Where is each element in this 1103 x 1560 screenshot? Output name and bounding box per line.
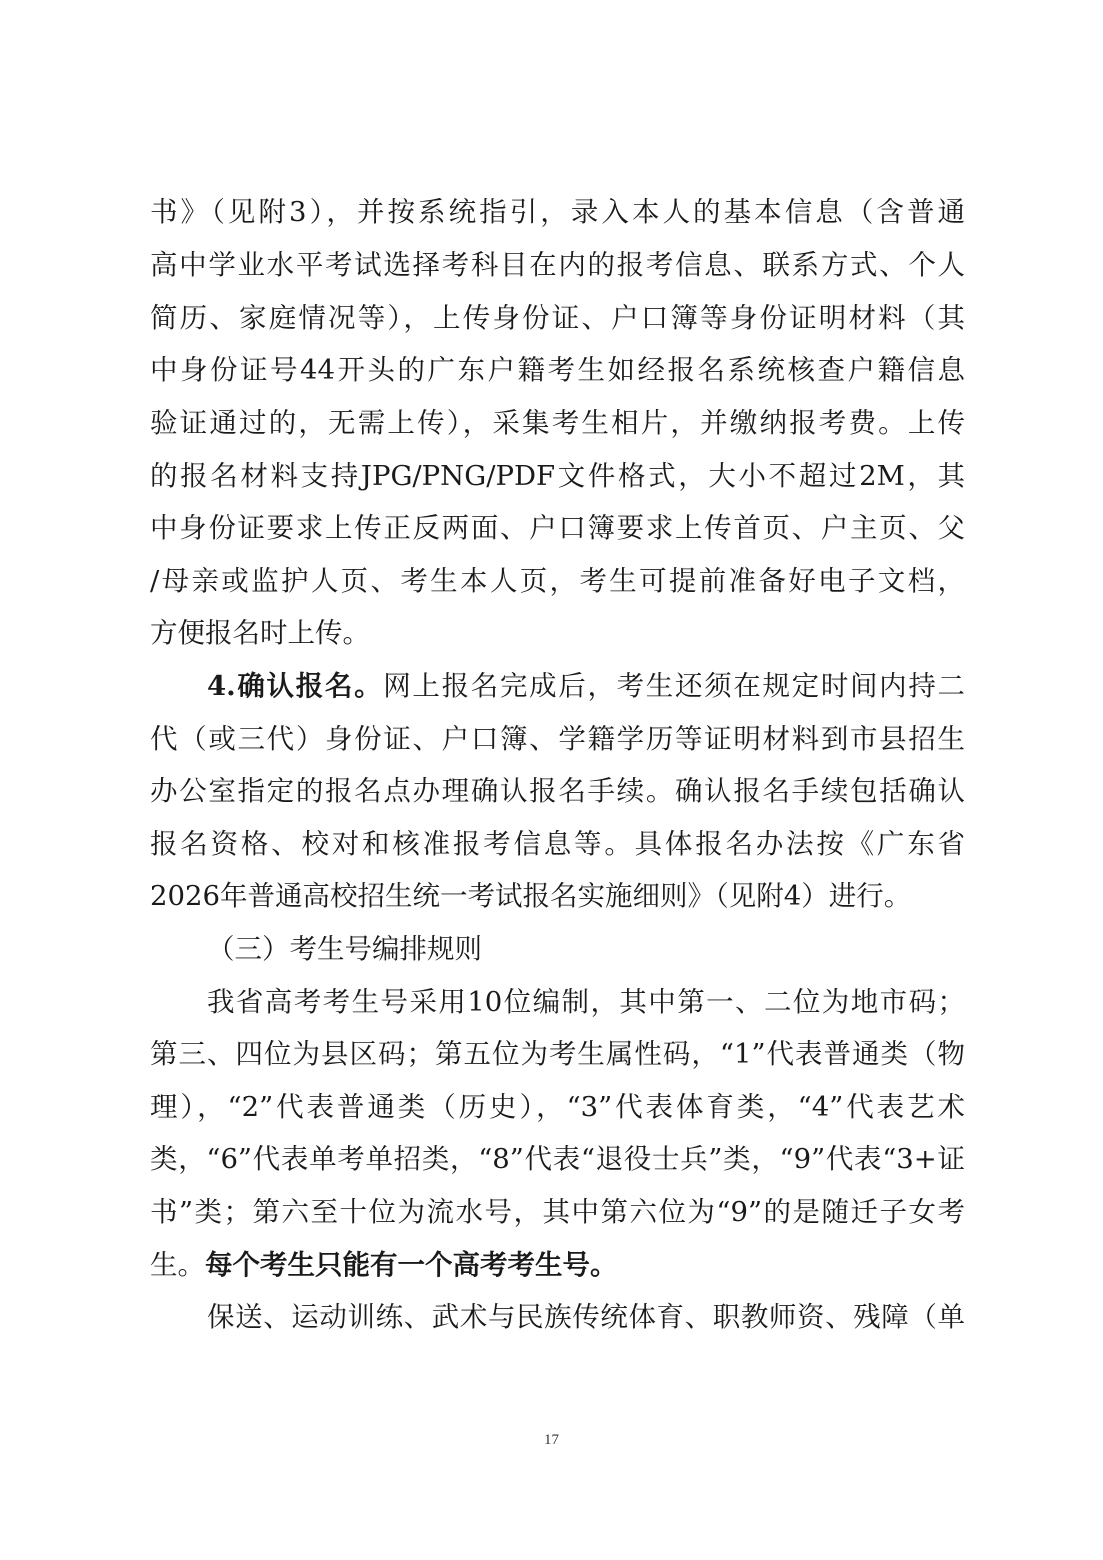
paragraph-line: 简历、家庭情况等），上传身份证、户口簿等身份证明材料（其 xyxy=(150,302,965,334)
paragraph-line: 我省高考考生号采用10位编制，其中第一、二位为地市码； xyxy=(207,986,965,1018)
paragraph-line: 书》（见附3），并按系统指引，录入本人的基本信息（含普通 xyxy=(150,196,965,228)
section-3-last-line xyxy=(150,1245,965,1285)
paragraph-line: 理），“2”代表普通类（历史），“3”代表体育类，“4”代表艺术 xyxy=(150,1091,965,1123)
paragraph-line: 方便报名时上传。 xyxy=(150,617,370,649)
paragraph-line: 中身份证号44开头的广东户籍考生如经报名系统核查户籍信息 xyxy=(150,354,965,386)
section-4-heading: 4.确认报名。 xyxy=(207,670,384,702)
paragraph-line: 类，“6”代表单考单招类，“8”代表“退役士兵”类，“9”代表“3+证 xyxy=(150,1143,965,1175)
section-3-heading: （三）考生号编排规则 xyxy=(207,933,482,965)
paragraph-line: 办公室指定的报名点办理确认报名手续。确认报名手续包括确认 xyxy=(150,775,965,807)
paragraph-line: 的报名材料支持JPG/PNG/PDF文件格式，大小不超过2M，其 xyxy=(150,460,965,492)
page-number: 17 xyxy=(544,1432,559,1448)
paragraph-line: 书”类；第六至十位为流水号，其中第六位为“9”的是随迁子女考 xyxy=(150,1196,965,1228)
section-4-first-line xyxy=(207,666,965,706)
paragraph-line: 保送、运动训练、武术与民族传统体育、职教师资、残障（单 xyxy=(207,1301,965,1333)
section-4-text: 网上报名完成后，考生还须在规定时间内持二 xyxy=(383,670,966,702)
paragraph-line: 2026年普通高校招生统一考试报名实施细则》（见附4）进行。 xyxy=(150,880,912,912)
paragraph-line: 报名资格、校对和核准报考信息等。具体报名办法按《广东省 xyxy=(150,828,965,860)
section-3-last-plain: 生。 xyxy=(150,1249,205,1281)
paragraph-line: 高中学业水平考试选择考科目在内的报考信息、联系方式、个人 xyxy=(150,249,965,281)
paragraph-line: /母亲或监护人页、考生本人页，考生可提前准备好电子文档， xyxy=(150,565,965,597)
section-3-emphasis: 每个考生只能有一个高考考生号。 xyxy=(205,1249,618,1281)
paragraph-line: 验证通过的，无需上传），采集考生相片，并缴纳报考费。上传 xyxy=(150,407,965,439)
paragraph-line: 代（或三代）身份证、户口簿、学籍学历等证明材料到市县招生 xyxy=(150,723,965,755)
paragraph-line: 第三、四位为县区码；第五位为考生属性码，“1”代表普通类（物 xyxy=(150,1038,965,1070)
paragraph-line: 中身份证要求上传正反两面、户口簿要求上传首页、户主页、父 xyxy=(150,512,965,544)
